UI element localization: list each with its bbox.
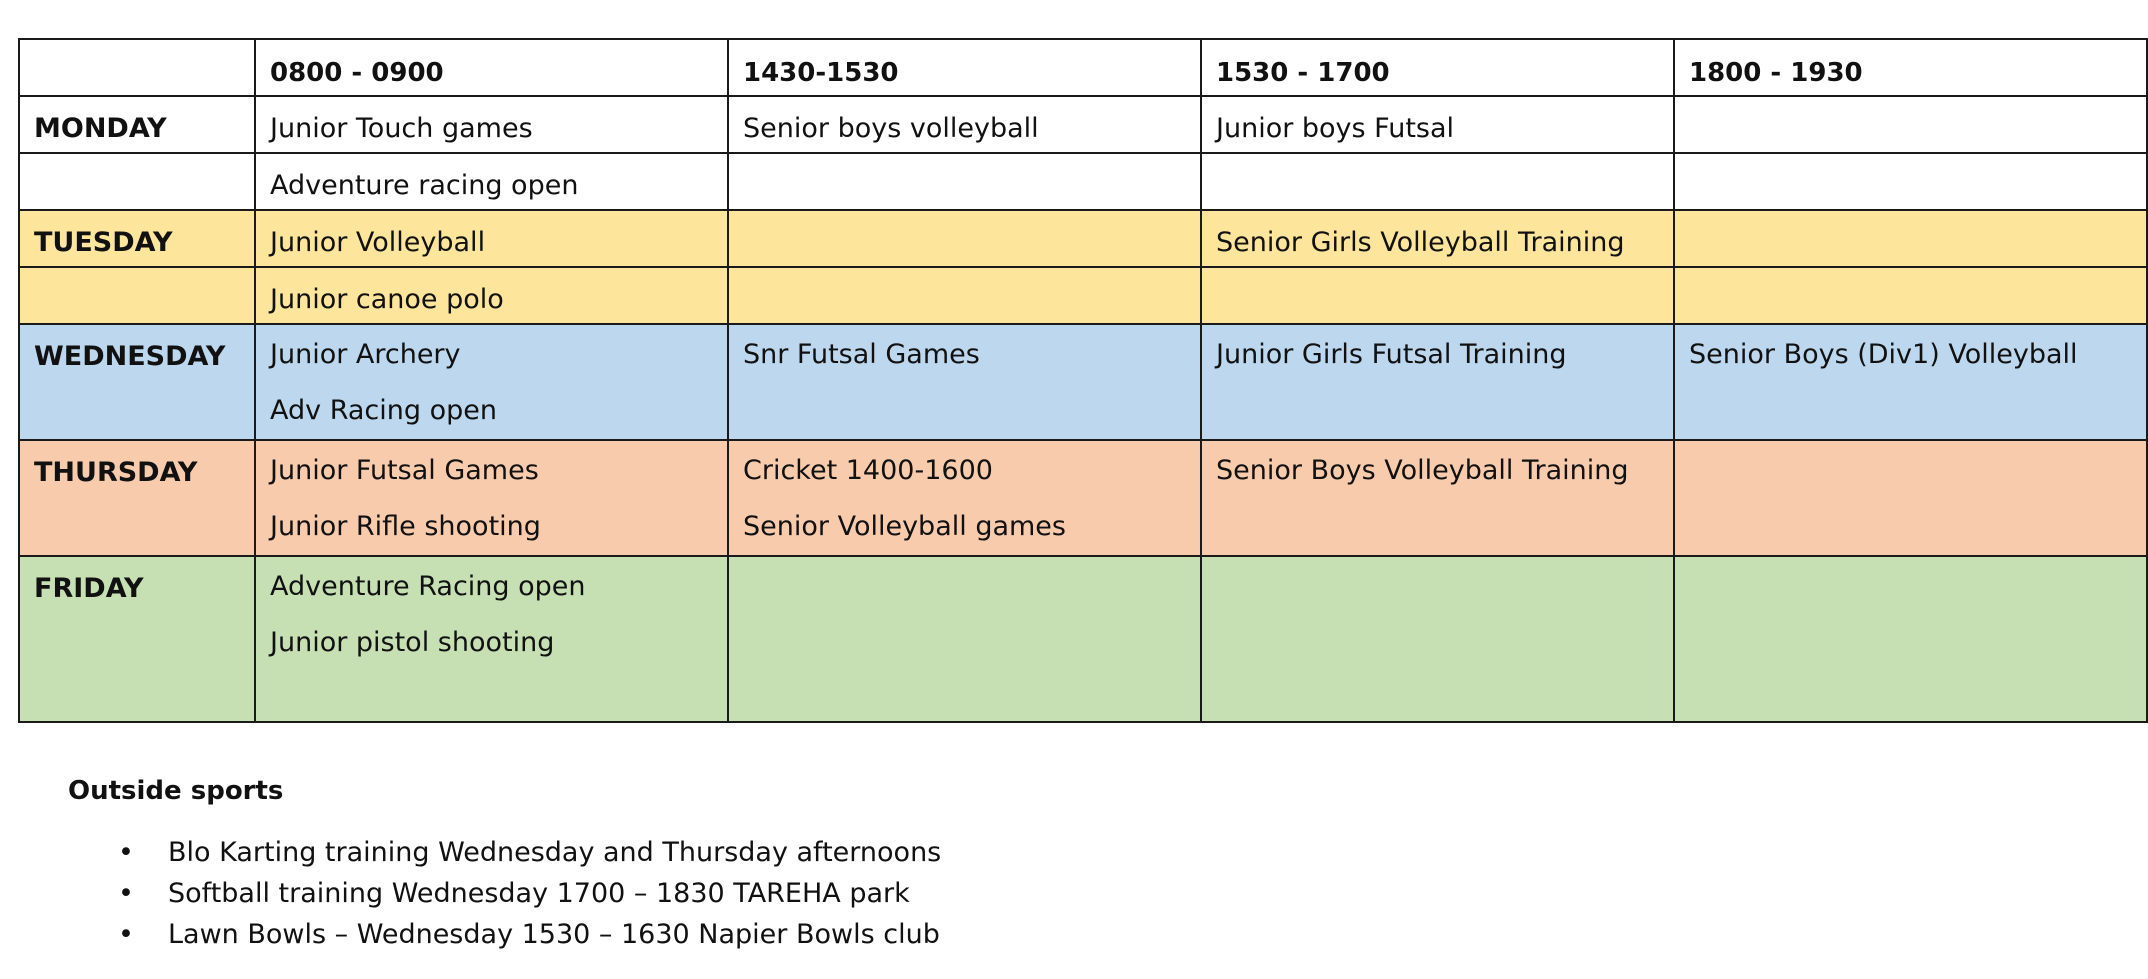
day-label-tuesday: TUESDAY: [19, 210, 255, 267]
activity: Adv Racing open: [270, 395, 497, 426]
day-label-thursday: THURSDAY: [19, 440, 255, 556]
activity: Senior Volleyball games: [743, 511, 1066, 542]
header-row: [19, 39, 2147, 96]
table-cell: [1201, 267, 1674, 324]
activity: Senior Boys Volleyball Training: [1216, 455, 1629, 486]
table-cell: [19, 267, 255, 324]
outside-sports-list: [68, 832, 941, 955]
table-cell: [1201, 153, 1674, 210]
table-cell: [728, 324, 1201, 440]
bullet-icon: •: [118, 837, 134, 868]
outside-sports-title: Outside sports: [68, 776, 284, 806]
day-label-friday: FRIDAY: [19, 556, 255, 722]
header-cell-empty: [19, 39, 255, 96]
table-cell: [1201, 556, 1674, 722]
header-cell-1430-1530: 1430-1530: [728, 39, 1201, 96]
table-cell: [1674, 96, 2147, 153]
tuesday-row-1: [19, 210, 2147, 267]
table-cell: [1674, 324, 2147, 440]
sports-timetable: [18, 38, 2148, 723]
list-item: [68, 873, 941, 914]
monday-row-2: [19, 153, 2147, 210]
day-label-wednesday: WEDNESDAY: [19, 324, 255, 440]
table-cell: [728, 440, 1201, 556]
list-item: [68, 832, 941, 873]
table-cell: [1201, 324, 1674, 440]
activity: Adventure Racing open: [270, 571, 586, 602]
wednesday-row: [19, 324, 2147, 440]
table-cell: [728, 267, 1201, 324]
activity: Junior Girls Futsal Training: [1216, 339, 1567, 370]
table-cell: [728, 210, 1201, 267]
table-cell: Senior Girls Volleyball Training: [1201, 210, 1674, 267]
header-cell-1530-1700: 1530 - 1700: [1201, 39, 1674, 96]
table-cell: Junior boys Futsal: [1201, 96, 1674, 153]
table-cell: Junior Volleyball: [255, 210, 728, 267]
activity: Junior pistol shooting: [270, 627, 555, 658]
activity: Cricket 1400-1600: [743, 455, 993, 486]
list-item-text: Lawn Bowls – Wednesday 1530 – 1630 Napier Bowls club: [168, 919, 940, 950]
header-cell-0800-0900: 0800 - 0900: [255, 39, 728, 96]
tuesday-row-2: [19, 267, 2147, 324]
activity: Senior Boys (Div1) Volleyball: [1689, 339, 2078, 370]
table-cell: Junior canoe polo: [255, 267, 728, 324]
bullet-icon: •: [118, 919, 134, 950]
outside-sports-section: [68, 776, 941, 955]
header-cell-1800-1930: 1800 - 1930: [1674, 39, 2147, 96]
table-cell: [255, 440, 728, 556]
monday-row-1: [19, 96, 2147, 153]
table-cell: [19, 153, 255, 210]
activity: Junior Rifle shooting: [270, 511, 541, 542]
table-cell: Adventure racing open: [255, 153, 728, 210]
table-cell: [1674, 210, 2147, 267]
activity: Junior Futsal Games: [270, 455, 539, 486]
activity: Snr Futsal Games: [743, 339, 980, 370]
friday-row: [19, 556, 2147, 722]
table-cell: Junior Touch games: [255, 96, 728, 153]
table-cell: [255, 324, 728, 440]
bullet-icon: •: [118, 878, 134, 909]
table-cell: [1201, 440, 1674, 556]
table-cell: [728, 153, 1201, 210]
table-cell: [728, 556, 1201, 722]
list-item: [68, 914, 941, 955]
table-cell: [255, 556, 728, 722]
table-cell: Senior boys volleyball: [728, 96, 1201, 153]
table-cell: [1674, 440, 2147, 556]
table-cell: [1674, 267, 2147, 324]
thursday-row: [19, 440, 2147, 556]
day-label-monday: MONDAY: [19, 96, 255, 153]
list-item-text: Blo Karting training Wednesday and Thursday afternoons: [168, 837, 942, 868]
activity: Junior Archery: [270, 339, 461, 370]
table-cell: [1674, 556, 2147, 722]
list-item-text: Softball training Wednesday 1700 – 1830 TAREHA park: [168, 878, 910, 909]
table-cell: [1674, 153, 2147, 210]
